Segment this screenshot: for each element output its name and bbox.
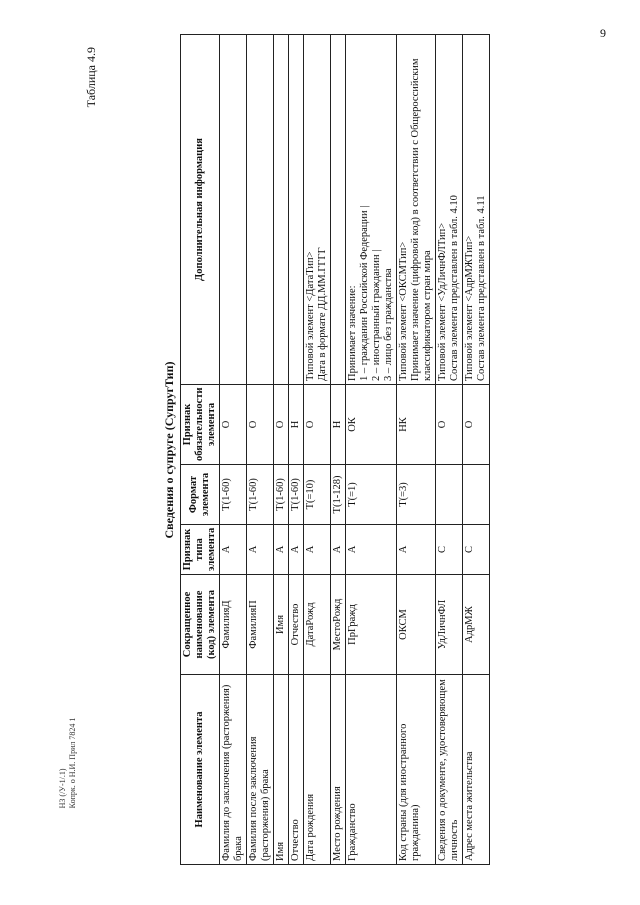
element-code-cell: ФамилияП [247, 575, 274, 675]
column-header: Признак типа элемента [181, 525, 220, 575]
element-required-cell: О [463, 385, 490, 465]
column-header: Формат элемента [181, 465, 220, 525]
element-type-cell: А [397, 525, 436, 575]
element-type-cell: А [289, 525, 304, 575]
table-number: Таблица 4.9 [84, 47, 98, 108]
info-line: Принимает значение (цифровой код) в соответствии с Общероссийским классификатором стран мира [410, 58, 433, 381]
table-row [397, 35, 436, 865]
element-code-cell: Имя [274, 575, 289, 675]
element-type-cell: А [331, 525, 346, 575]
element-code-cell: ОКСМ [397, 575, 436, 675]
element-info-cell [397, 35, 436, 385]
elements-table [180, 34, 490, 865]
element-type-cell: А [304, 525, 331, 575]
element-name-cell: Дата рождения [304, 675, 331, 865]
element-type-cell: А [220, 525, 247, 575]
element-info-cell [274, 35, 289, 385]
element-info-cell [331, 35, 346, 385]
element-required-cell: О [436, 385, 463, 465]
page-number: 9 [600, 26, 606, 40]
info-line: Состав элемента представлен в табл. 4.11 [476, 195, 487, 381]
info-line: Принимает значение: [347, 285, 358, 381]
table-header-row [181, 35, 220, 865]
element-type-cell: А [346, 525, 397, 575]
element-required-cell: Н [289, 385, 304, 465]
table-row [274, 35, 289, 865]
info-line: 2 – иностранный гражданин | [371, 249, 382, 381]
element-format-cell: T(=10) [304, 465, 331, 525]
element-name-cell: Адрес места жительства [463, 675, 490, 865]
info-line: 1 – гражданин Российской Федерации | [359, 205, 370, 381]
element-name-cell: Отчество [289, 675, 304, 865]
info-line: Типовой элемент <ДатаТип> [305, 251, 316, 381]
element-code-cell: АдрМЖ [463, 575, 490, 675]
element-code-cell: Отчество [289, 575, 304, 675]
table-caption: Сведения о супруге (СупругТип) [162, 361, 176, 539]
element-info-cell [346, 35, 397, 385]
element-info-cell [436, 35, 463, 385]
info-line: 3 – лицо без гражданства [383, 268, 394, 381]
element-type-cell: А [274, 525, 289, 575]
element-type-cell: А [247, 525, 274, 575]
info-line: Состав элемента представлен в табл. 4.10 [449, 195, 460, 381]
table-row [247, 35, 274, 865]
table-row [220, 35, 247, 865]
element-format-cell: T(1-60) [247, 465, 274, 525]
element-format-cell: T(1-128) [331, 465, 346, 525]
element-name-cell: Место рождения [331, 675, 346, 865]
element-info-cell [304, 35, 331, 385]
info-line: Типовой элемент <УдЛичнФЛТип> [437, 222, 448, 381]
element-info-cell [289, 35, 304, 385]
element-required-cell: Н [331, 385, 346, 465]
table-row [304, 35, 331, 865]
element-name-cell: Фамилия до заключения (расторжения) брака [220, 675, 247, 865]
stamp-line: НЗ (/У-1/.1) [58, 768, 67, 809]
element-required-cell: О [274, 385, 289, 465]
info-line: Типовой элемент <ОКСМТип> [398, 241, 409, 381]
element-code-cell: ПрГражд [346, 575, 397, 675]
table-row [331, 35, 346, 865]
element-required-cell: О [247, 385, 274, 465]
element-format-cell: T(1-60) [220, 465, 247, 525]
table-row [463, 35, 490, 865]
element-code-cell: УдЛичнФЛ [436, 575, 463, 675]
column-header: Сокращенное наименование (код) элемента [181, 575, 220, 675]
element-code-cell: ДатаРожд [304, 575, 331, 675]
margin-stamp [58, 698, 78, 828]
element-format-cell: T(1-60) [289, 465, 304, 525]
column-header: Дополнительная информация [181, 35, 220, 385]
info-line: Дата в формате ДД.ММ.ГГГГ [317, 247, 328, 381]
rotated-sheet [80, 35, 630, 865]
element-format-cell [463, 465, 490, 525]
element-format-cell: T(=3) [397, 465, 436, 525]
element-type-cell: С [436, 525, 463, 575]
element-info-cell [463, 35, 490, 385]
element-name-cell: Гражданство [346, 675, 397, 865]
element-info-cell [247, 35, 274, 385]
element-name-cell: Фамилия после заключения (расторжения) брака [247, 675, 274, 865]
element-name-cell: Код страны (для иностранного гражданина) [397, 675, 436, 865]
element-format-cell: T(1-60) [274, 465, 289, 525]
element-name-cell: Имя [274, 675, 289, 865]
element-required-cell: НК [397, 385, 436, 465]
element-info-cell [220, 35, 247, 385]
table-row [346, 35, 397, 865]
element-format-cell [436, 465, 463, 525]
table-row [289, 35, 304, 865]
element-required-cell: ОК [346, 385, 397, 465]
column-header: Признак обязательности элемента [181, 385, 220, 465]
element-code-cell: ФамилияД [220, 575, 247, 675]
stamp-line: Копрк. о Н.И. Прил 7824 1 [68, 717, 77, 809]
element-format-cell: T(=1) [346, 465, 397, 525]
element-required-cell: О [220, 385, 247, 465]
element-type-cell: С [463, 525, 490, 575]
element-required-cell: О [304, 385, 331, 465]
element-name-cell: Сведения о документе, удостоверяющем личность [436, 675, 463, 865]
table-row [436, 35, 463, 865]
column-header: Наименование элемента [181, 675, 220, 865]
info-line: Типовой элемент <АдрМЖТип> [464, 235, 475, 381]
element-code-cell: МестоРожд [331, 575, 346, 675]
